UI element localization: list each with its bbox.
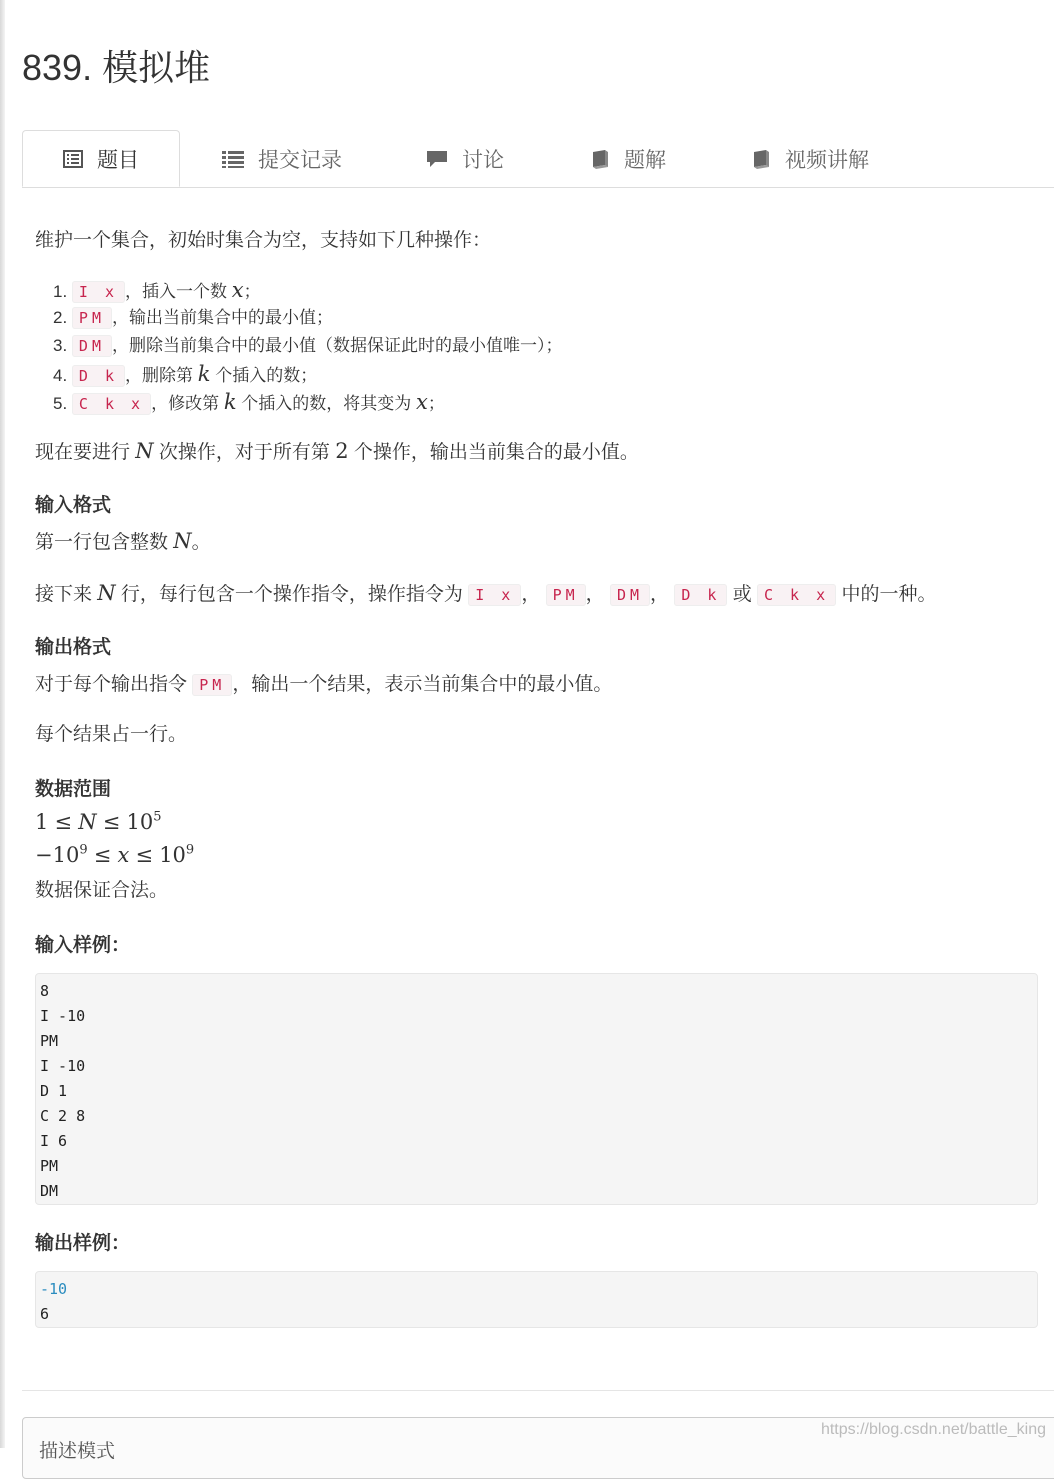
list-icon [222, 150, 244, 168]
window-left-edge [0, 0, 5, 1448]
book-icon [590, 149, 610, 169]
tab-label: 题解 [624, 148, 666, 172]
sample-output-heading: 输出样例： [35, 1233, 131, 1254]
list-item: 3. DM ，删除当前集合中的最小值（数据保证此时的最小值唯一）； [53, 336, 563, 355]
output-format-line1: 对于每个输出指令 PM ，输出一个结果，表示当前集合中的最小值。 [35, 674, 613, 695]
bottom-panel-label: 描述模式 [39, 1441, 116, 1462]
divider [22, 1390, 1054, 1391]
range-heading: 数据范围 [35, 779, 112, 800]
tab-solutions[interactable] [590, 130, 666, 187]
range-formula-1: $1 \le N \le 10^5$ [35, 809, 162, 834]
sample-input-heading: 输入样例： [35, 935, 131, 956]
list-item: 4. D k ，删除第 k 个插入的数； [53, 362, 318, 386]
range-note: 数据保证合法。 [35, 880, 169, 901]
tab-submissions[interactable] [222, 130, 342, 187]
input-format-line1: 第一行包含整数 N。 [35, 529, 211, 553]
input-format-heading: 输入格式 [35, 495, 112, 516]
intro-text: 维护一个集合，初始时集合为空，支持如下几种操作： [35, 230, 492, 251]
tab-label: 视频讲解 [785, 148, 869, 172]
list-item: 2. PM ，输出当前集合中的最小值； [53, 308, 333, 327]
comment-icon [426, 150, 448, 168]
task-text: 现在要进行 N 次操作，对于所有第 2 个操作，输出当前集合的最小值。 [35, 439, 639, 463]
list-item: 5. C k x ，修改第 k 个插入的数，将其变为 x； [53, 390, 445, 414]
input-format-line2: 接下来 N 行，每行包含一个操作指令，操作指令为 I x ， PM ， DM ， D k 或 C k x 中的一种。 [35, 581, 937, 605]
output-format-line2: 每个结果占一行。 [35, 724, 188, 745]
page-title: 839. 模拟堆 [22, 47, 211, 88]
tab-discussion[interactable] [426, 130, 504, 187]
sample-output-code[interactable]: -10 6 [35, 1271, 1038, 1328]
watermark: https://blog.csdn.net/battle_king [820, 1421, 1046, 1438]
tab-bar [22, 130, 1054, 188]
tab-video[interactable] [751, 130, 869, 187]
output-format-heading: 输出格式 [35, 637, 112, 658]
book-icon [751, 149, 771, 169]
list-item: 1. I x ，插入一个数 x； [53, 278, 261, 302]
sample-input-code[interactable]: 8 I -10 PM I -10 D 1 C 2 8 I 6 PM DM [35, 973, 1038, 1205]
tab-label: 题目 [97, 148, 139, 172]
list-alt-icon [63, 150, 83, 168]
tab-label: 提交记录 [258, 148, 342, 172]
range-formula-2: $-10^9 \le x \le 10^9$ [35, 842, 195, 867]
tab-label: 讨论 [462, 148, 504, 172]
tab-problem[interactable] [22, 130, 180, 187]
